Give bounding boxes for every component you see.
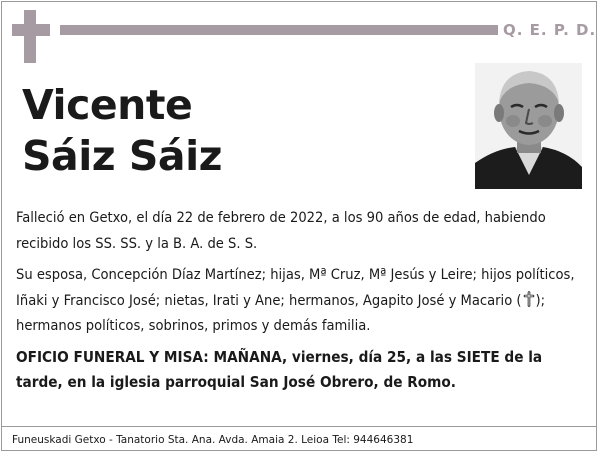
family-text-start: Su esposa, Concepción Díaz Martínez; hijas, Mª Cruz, Mª Jesús y Leire; hijos políticos, Iñaki y Francisco José; nietas, Irati y Ane; hermanos, Agapito José y Macario ( [16,266,575,309]
header-rule [60,25,498,35]
first-name: Vicente [22,81,193,129]
footer-divider [2,426,596,427]
funeral-details: OFICIO FUNERAL Y MISA: MAÑANA, viernes, día 25, a las SIETE de la tarde, en la iglesia parroquial San José Obrero, de Romo. [16,347,543,391]
portrait-photo [475,63,582,189]
funeral-home-footer: Funeuskadi Getxo - Tanatorio Sta. Ana. Avda. Amaia 2. Leioa Tel: 944646381 [12,434,414,446]
latin-cross-bar [12,24,50,36]
obituary-notice [1,1,597,451]
latin-cross-icon [24,10,36,63]
surnames: Sáiz Sáiz [22,132,222,180]
obituary-body [16,205,588,402]
qepd-label: Q. E. P. D. [503,21,597,39]
death-announcement: Falleció en Getxo, el día 22 de febrero de 2022, a los 90 años de edad, habiendo recibido los SS. SS. y la B. A. de S. S. [16,209,546,252]
family-text-end: ); hermanos políticos, sobrinos, primos y demás familia. [16,291,546,334]
deceased-name [22,80,442,182]
deceased-cross-icon [522,291,536,307]
family-list [16,262,588,339]
